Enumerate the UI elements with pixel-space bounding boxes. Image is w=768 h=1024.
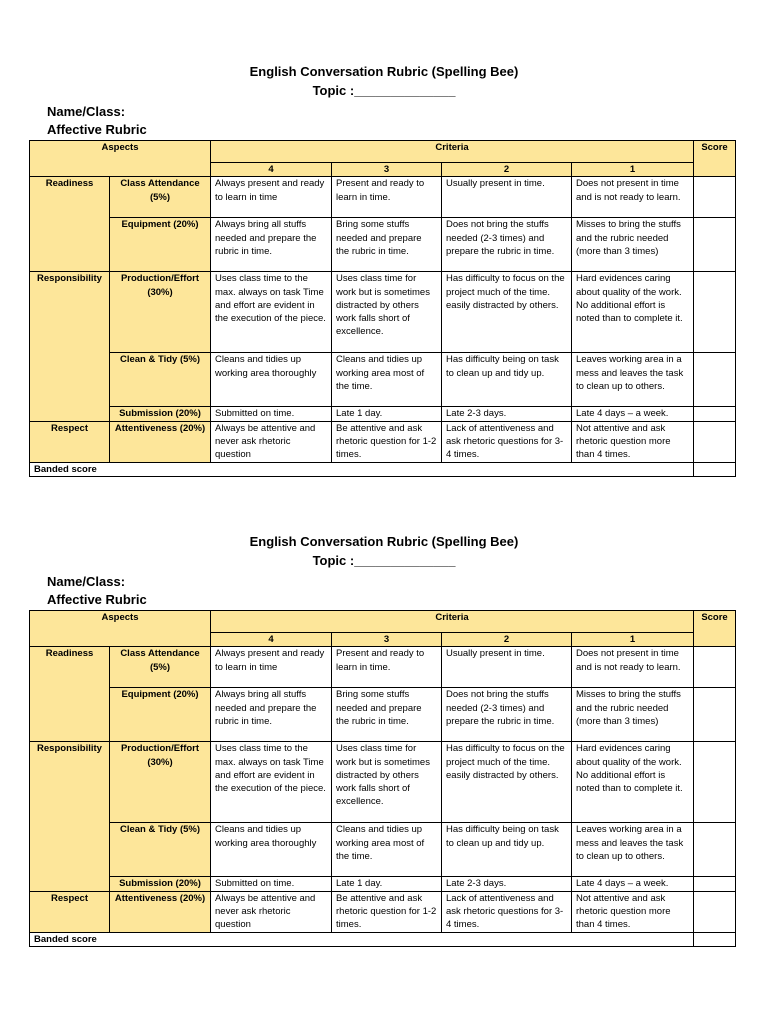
score-cell xyxy=(694,823,736,877)
table-row xyxy=(30,272,736,353)
criteria-cell: Be attentive and ask rhetoric question for 1-2 times. xyxy=(332,421,442,462)
category-responsibility: Responsibility xyxy=(30,742,110,891)
criteria-cell: Uses class time for work but is sometimes distracted by others work falls short of excellence. xyxy=(332,272,442,353)
score-cell xyxy=(694,272,736,353)
criteria-cell: Lack of attentiveness and ask rhetoric questions for 3-4 times. xyxy=(442,891,572,932)
level-1-header: 1 xyxy=(572,633,694,647)
criteria-cell: Hard evidences caring about quality of the work. No additional effort is noted than to complete it. xyxy=(572,272,694,353)
criteria-cell: Has difficulty being on task to clean up and tidy up. xyxy=(442,353,572,407)
criteria-cell: Does not bring the stuffs needed (2-3 times) and prepare the rubric in time. xyxy=(442,688,572,742)
score-cell xyxy=(694,688,736,742)
criteria-cell: Always present and ready to learn in time xyxy=(211,647,332,688)
banded-score-row xyxy=(30,462,736,476)
table-row xyxy=(30,688,736,742)
criteria-cell: Misses to bring the stuffs and the rubric needed (more than 3 times) xyxy=(572,688,694,742)
criteria-cell: Uses class time to the max. always on task Time and effort are evident in the execution of the piece. xyxy=(211,272,332,353)
banded-score-label: Banded score xyxy=(30,932,694,946)
criteria-cell: Always bring all stuffs needed and prepare the rubric in time. xyxy=(211,218,332,272)
score-cell xyxy=(694,218,736,272)
aspect-class-attendance: Class Attendance (5%) xyxy=(110,177,211,218)
score-cell xyxy=(694,407,736,421)
score-cell xyxy=(694,891,736,932)
table-row xyxy=(30,218,736,272)
criteria-cell: Has difficulty to focus on the project much of the time. easily distracted by others. xyxy=(442,742,572,823)
criteria-cell: Submitted on time. xyxy=(211,877,332,891)
level-4-header: 4 xyxy=(211,633,332,647)
category-respect: Respect xyxy=(30,891,110,932)
criteria-cell: Has difficulty being on task to clean up and tidy up. xyxy=(442,823,572,877)
rubric-table xyxy=(29,140,736,477)
rubric-table xyxy=(29,610,736,947)
level-2-header: 2 xyxy=(442,163,572,177)
criteria-cell: Bring some stuffs needed and prepare the rubric in time. xyxy=(332,218,442,272)
aspect-equipment: Equipment (20%) xyxy=(110,688,211,742)
criteria-cell: Always bring all stuffs needed and prepare the rubric in time. xyxy=(211,688,332,742)
table-row xyxy=(30,647,736,688)
criteria-cell: Late 4 days – a week. xyxy=(572,877,694,891)
criteria-cell: Late 1 day. xyxy=(332,877,442,891)
criteria-header: Criteria xyxy=(211,141,694,163)
topic-line: Topic :______________ xyxy=(312,553,456,568)
rubric-copy-2 xyxy=(0,532,768,945)
level-2-header: 2 xyxy=(442,633,572,647)
criteria-cell: Always present and ready to learn in time xyxy=(211,177,332,218)
criteria-cell: Does not present in time and is not ready to learn. xyxy=(572,647,694,688)
score-cell xyxy=(694,647,736,688)
score-cell xyxy=(694,742,736,823)
aspects-header: Aspects xyxy=(30,611,211,647)
name-class-label: Name/Class: xyxy=(47,104,126,119)
level-3-header: 3 xyxy=(332,633,442,647)
criteria-cell: Uses class time for work but is sometimes distracted by others work falls short of excellence. xyxy=(332,742,442,823)
aspect-attentiveness: Attentiveness (20%) xyxy=(110,421,211,462)
aspect-production-effort: Production/Effort (30%) xyxy=(110,742,211,823)
criteria-cell: Usually present in time. xyxy=(442,177,572,218)
score-header: Score xyxy=(694,141,736,177)
criteria-cell: Bring some stuffs needed and prepare the rubric in time. xyxy=(332,688,442,742)
criteria-cell: Uses class time to the max. always on task Time and effort are evident in the execution of the piece. xyxy=(211,742,332,823)
table-row xyxy=(30,891,736,932)
score-cell xyxy=(694,877,736,891)
document-title: English Conversation Rubric (Spelling Bee) xyxy=(249,534,519,549)
score-header: Score xyxy=(694,611,736,647)
score-cell xyxy=(694,353,736,407)
banded-score-value xyxy=(694,932,736,946)
banded-score-label: Banded score xyxy=(30,462,694,476)
category-responsibility: Responsibility xyxy=(30,272,110,421)
name-class-label: Name/Class: xyxy=(47,574,126,589)
criteria-header: Criteria xyxy=(211,611,694,633)
category-respect: Respect xyxy=(30,421,110,462)
criteria-cell: Late 4 days – a week. xyxy=(572,407,694,421)
criteria-cell: Not attentive and ask rhetoric question more than 4 times. xyxy=(572,891,694,932)
criteria-cell: Late 1 day. xyxy=(332,407,442,421)
criteria-cell: Hard evidences caring about quality of the work. No additional effort is noted than to complete it. xyxy=(572,742,694,823)
banded-score-row xyxy=(30,932,736,946)
table-row xyxy=(30,353,736,407)
criteria-cell: Usually present in time. xyxy=(442,647,572,688)
aspect-clean-tidy: Clean & Tidy (5%) xyxy=(110,353,211,407)
score-cell xyxy=(694,421,736,462)
category-readiness: Readiness xyxy=(30,647,110,742)
aspect-submission: Submission (20%) xyxy=(110,407,211,421)
table-row xyxy=(30,823,736,877)
criteria-cell: Cleans and tidies up working area thoroughly xyxy=(211,353,332,407)
criteria-cell: Always be attentive and never ask rhetoric question xyxy=(211,421,332,462)
level-1-header: 1 xyxy=(572,163,694,177)
rubric-subtitle: Affective Rubric xyxy=(47,592,147,607)
criteria-cell: Lack of attentiveness and ask rhetoric questions for 3-4 times. xyxy=(442,421,572,462)
criteria-cell: Cleans and tidies up working area thoroughly xyxy=(211,823,332,877)
rubric-subtitle: Affective Rubric xyxy=(47,122,147,137)
aspects-header: Aspects xyxy=(30,141,211,177)
document-title: English Conversation Rubric (Spelling Bee) xyxy=(249,64,519,79)
table-row xyxy=(30,407,736,421)
table-row xyxy=(30,177,736,218)
criteria-cell: Leaves working area in a mess and leaves the task to clean up to others. xyxy=(572,823,694,877)
criteria-cell: Leaves working area in a mess and leaves the task to clean up to others. xyxy=(572,353,694,407)
score-cell xyxy=(694,177,736,218)
aspect-clean-tidy: Clean & Tidy (5%) xyxy=(110,823,211,877)
category-readiness: Readiness xyxy=(30,177,110,272)
criteria-cell: Cleans and tidies up working area most of the time. xyxy=(332,823,442,877)
rubric-copy-1 xyxy=(0,62,768,475)
criteria-cell: Present and ready to learn in time. xyxy=(332,177,442,218)
criteria-cell: Present and ready to learn in time. xyxy=(332,647,442,688)
table-row xyxy=(30,877,736,891)
criteria-cell: Does not present in time and is not ready to learn. xyxy=(572,177,694,218)
banded-score-value xyxy=(694,462,736,476)
criteria-cell: Does not bring the stuffs needed (2-3 times) and prepare the rubric in time. xyxy=(442,218,572,272)
level-4-header: 4 xyxy=(211,163,332,177)
criteria-cell: Misses to bring the stuffs and the rubric needed (more than 3 times) xyxy=(572,218,694,272)
criteria-cell: Late 2-3 days. xyxy=(442,407,572,421)
table-row xyxy=(30,742,736,823)
criteria-cell: Always be attentive and never ask rhetoric question xyxy=(211,891,332,932)
aspect-attentiveness: Attentiveness (20%) xyxy=(110,891,211,932)
criteria-cell: Cleans and tidies up working area most of the time. xyxy=(332,353,442,407)
aspect-production-effort: Production/Effort (30%) xyxy=(110,272,211,353)
level-3-header: 3 xyxy=(332,163,442,177)
aspect-submission: Submission (20%) xyxy=(110,877,211,891)
aspect-equipment: Equipment (20%) xyxy=(110,218,211,272)
criteria-cell: Late 2-3 days. xyxy=(442,877,572,891)
criteria-cell: Not attentive and ask rhetoric question more than 4 times. xyxy=(572,421,694,462)
criteria-cell: Has difficulty to focus on the project much of the time. easily distracted by others. xyxy=(442,272,572,353)
criteria-cell: Be attentive and ask rhetoric question for 1-2 times. xyxy=(332,891,442,932)
criteria-cell: Submitted on time. xyxy=(211,407,332,421)
table-row xyxy=(30,421,736,462)
topic-line: Topic :______________ xyxy=(312,83,456,98)
aspect-class-attendance: Class Attendance (5%) xyxy=(110,647,211,688)
